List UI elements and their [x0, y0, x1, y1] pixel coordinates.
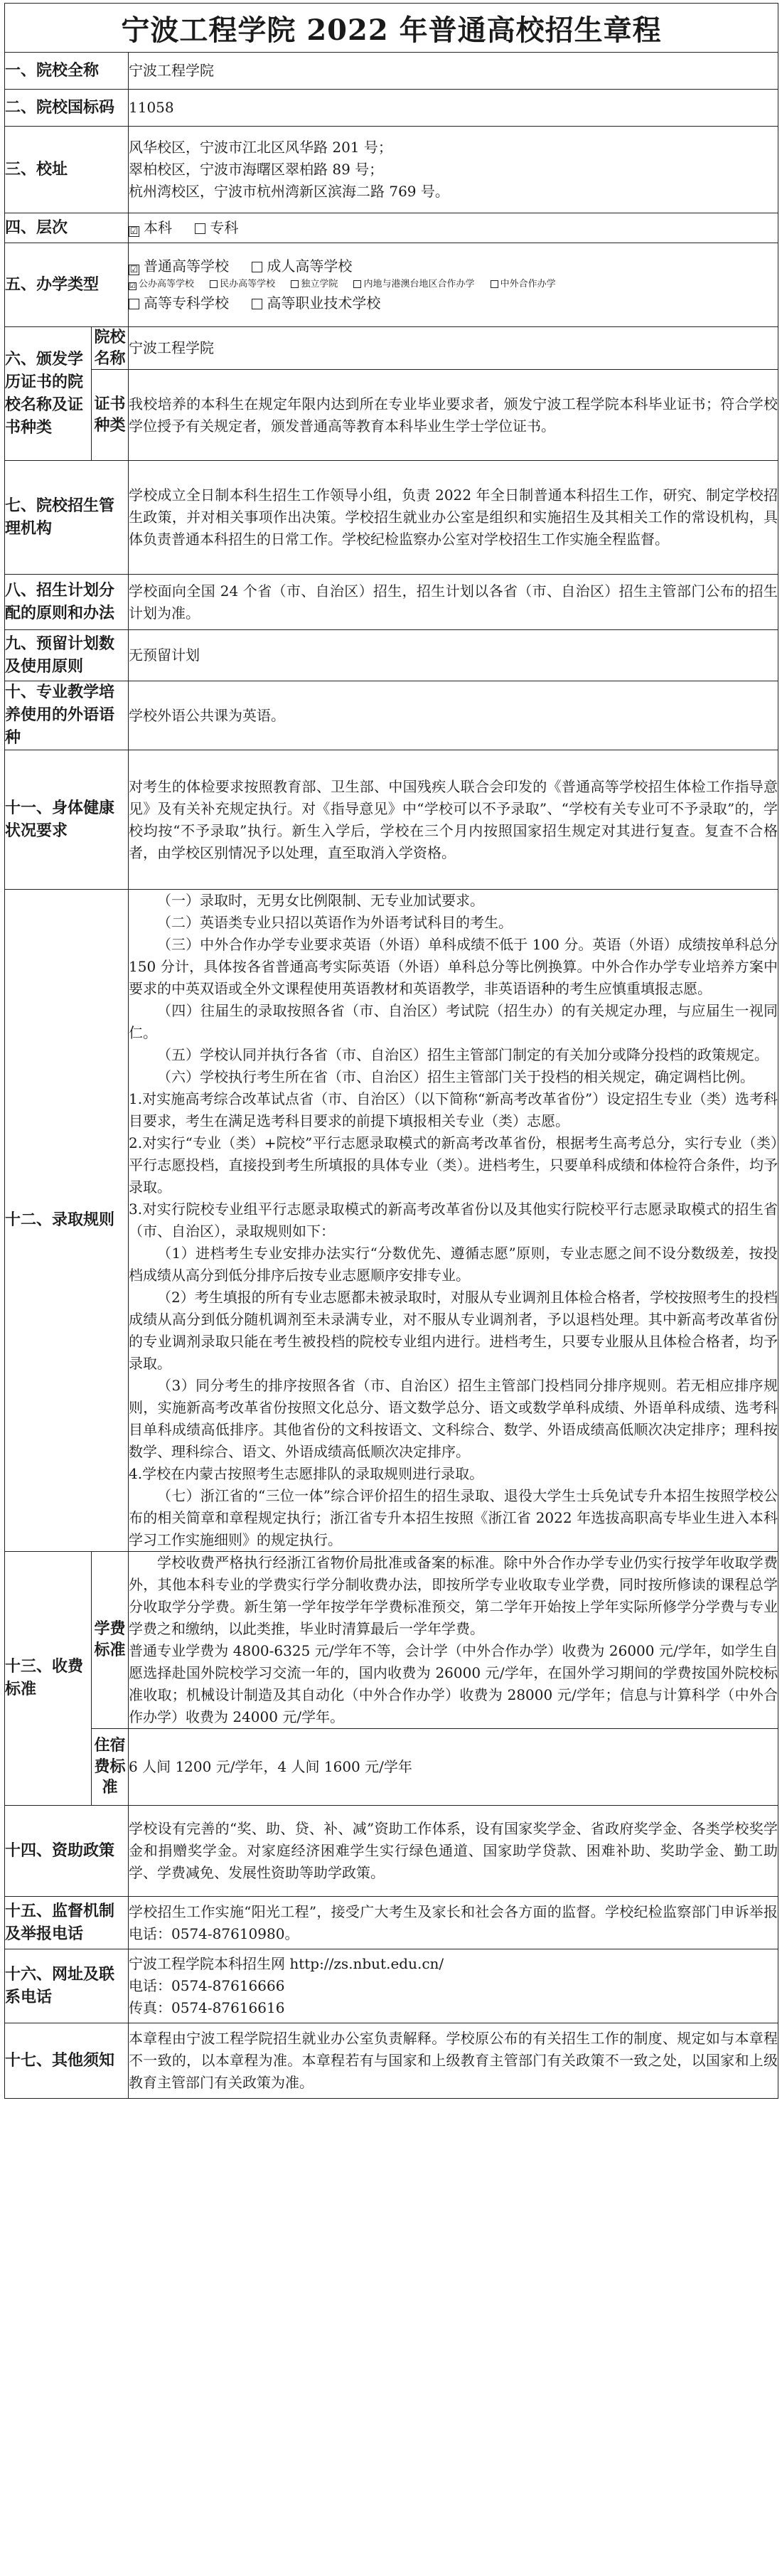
row-school-code — [5, 90, 778, 127]
row-foreign-language — [5, 681, 778, 750]
checkbox-icon — [491, 280, 498, 288]
rule-paragraph: （二）英语类专业只招以英语作为外语考试科目的考生。 — [157, 914, 513, 932]
campus-line: 风华校区，宁波市江北区风华路 201 号； — [129, 139, 392, 156]
row-value: 学校面向全国 24 个省（市、自治区）招生，招生计划以各省（市、自治区）招生主管部门公布的招生计划为准。 — [129, 575, 778, 630]
rule-paragraph: 2.对实行“专业（类）+院校”平行志愿录取模式的新高考改革省份，根据考生高考总分，实行专业（类）平行志愿投档，直接投到考生所填报的具体专业（类）。进档考生，只要单科成绩和体检符合条件，均予录取。 — [129, 1134, 778, 1196]
checkbox-icon — [353, 280, 361, 288]
fee-paragraph: 普通专业学费为 4800-6325 元/学年不等，会计学（中外合作办学）收费为 26000 元/学年，如学生自愿选择赴国外院校学习交流一年的，国内收费为 26000 元/学年，在国外学习期间的学费按国外院校标准收取；机械设计制造及其自动化（中外合作办学）收费为 28000 元/学年；信息与计算科学（中外合作办学）收费为 24000 元/学年。 — [129, 1642, 778, 1726]
row-accommodation — [5, 1729, 778, 1806]
option-regular-college: ☑ 普通高等学校 — [129, 257, 229, 276]
row-label: 十三、收费标准 — [5, 1552, 92, 1806]
row-value: 我校培养的本科生在规定年限内达到所在专业毕业要求者，颁发宁波工程学院本科毕业证书；符合学校学位授予有关规定者，颁发普通高等教育本科毕业生学士学位证书。 — [129, 370, 778, 461]
row-reserved-plan — [5, 630, 778, 681]
rule-paragraph: 4.学校在内蒙古按照考生志愿排队的录取规则进行录取。 — [129, 1465, 484, 1483]
rule-paragraph: （2）考生填报的所有专业志愿都未被录取时，对服从专业调剂且体检合格者，学校按照考生的投档成绩从高分到低分随机调剂至未录满专业，对不服从专业调剂者，予以退档处理。其中新高考改革省份的专业调剂录取只能在考生被投档的院校专业组内进行。进档考生，只要专业服从且体检合格者，均予录取。 — [129, 1289, 778, 1373]
rule-paragraph: （三）中外合作办学专业要求英语（外语）单科成绩不低于 100 分。英语（外语）成绩按单科总分 150 分计，具体按各省普通高考实际英语（外语）单科总分等比例换算。中外合作办学专业培养方案中要求的中英双语或全外文课程使用英语教材和英语教学，非英语语种的考生应慎重填报志愿。 — [129, 936, 778, 998]
checkbox-icon — [195, 223, 205, 234]
sub-label: 证书种类 — [92, 370, 129, 461]
row-supervision — [5, 1897, 778, 1949]
row-plan-allocation — [5, 575, 778, 630]
row-label: 一、院校全称 — [5, 53, 129, 90]
sub-label: 院校名称 — [92, 327, 129, 370]
option-private: 民办高等学校 — [210, 277, 275, 292]
row-value — [129, 127, 778, 213]
row-value: 无预留计划 — [129, 630, 778, 681]
row-label: 十二、录取规则 — [5, 890, 129, 1552]
row-label: 十六、网址及联系电话 — [5, 1949, 129, 2023]
row-label: 三、校址 — [5, 127, 129, 213]
option-junior-college: 专科 — [195, 217, 238, 239]
row-admission-rules — [5, 890, 778, 1552]
rule-paragraph: （一）录取时，无男女比例限制、无专业加试要求。 — [157, 892, 484, 910]
row-school-type — [5, 243, 778, 327]
row-certificate-school — [5, 327, 778, 370]
rule-paragraph: 1.对实施高考综合改革试点省（市、自治区）（以下简称“新高考改革省份”）设定招生专业（类）选考科目要求，考生在满足选考科目要求的前提下填报相关专业（类）志愿。 — [129, 1090, 778, 1130]
row-value — [129, 1949, 778, 2023]
charter-table — [4, 3, 778, 2099]
row-label: 十、专业教学培养使用的外语语种 — [5, 681, 129, 750]
campus-line: 翠柏校区，宁波市海曙区翠柏路 89 号； — [129, 161, 384, 178]
row-value — [129, 213, 778, 243]
fax-number: 传真：0574-87616616 — [129, 1999, 285, 2017]
rule-paragraph: （3）同分考生的排序按照各省（市、自治区）招生主管部门投档同分排序规则。若无相应排序规则，实施新高考改革省份按照文化总分、语文数学总分、语文或数学单科成绩、外语单科成绩、选考科目单科成绩高低排序。其他省份的文科按语文、文科综合、数学、外语成绩高低顺次决定排序；理科按数学、理科综合、语文、外语成绩高低顺次决定排序。 — [129, 1377, 778, 1461]
row-label: 十七、其他须知 — [5, 2023, 129, 2099]
checkbox-icon — [252, 262, 262, 272]
option-hk-macao-taiwan: 内地与港澳台地区合作办学 — [353, 277, 474, 292]
row-value: 本章程由宁波工程学院招生就业办公室负责解释。学校原公布的有关招生工作的制度、规定如与本章程不一致的，以本章程为准。本章程若有与国家和上级教育主管部门有关政策不一致之处，以国家和上级教育主管部门有关政策为准。 — [129, 2023, 778, 2099]
row-level — [5, 213, 778, 243]
rule-paragraph: （五）学校认同并执行各省（市、自治区）招生主管部门制定的有关加分或降分投档的政策规定。 — [157, 1046, 768, 1064]
title-row — [5, 4, 778, 53]
row-value: 对考生的体检要求按照教育部、卫生部、中国残疾人联合会印发的《普通高等学校招生体检工作指导意见》及有关补充规定执行。对《指导意见》中“学校可以不予录取”、“学校有关专业可不予录取”的，学校均按“不予录取”执行。新生入学后，学校在三个月内按照国家招生规定对其进行复查。复查不合格者，由学校区别情况予以处理，直至取消入学资格。 — [129, 750, 778, 890]
row-admission-office — [5, 461, 778, 575]
row-value: 学校成立全日制本科生招生工作领导小组，负责 2022 年全日制普通本科招生工作，研究、制定学校招生政策，并对相关事项作出决策。学校招生就业办公室是组织和实施招生及其相关工作的常设机构，具体负责普通本科招生的日常工作。学校纪检监察办公室对学校招生工作实施全程监督。 — [129, 461, 778, 575]
row-contact — [5, 1949, 778, 2023]
row-label: 四、层次 — [5, 213, 129, 243]
option-sino-foreign: 中外合作办学 — [491, 277, 556, 292]
checkbox-icon — [252, 299, 262, 309]
checkbox-checked-icon: ☑ — [129, 226, 139, 237]
row-value: 11058 — [129, 90, 778, 127]
sub-label: 学费标准 — [92, 1552, 129, 1729]
checkbox-checked-icon: ☑ — [129, 265, 139, 276]
row-label: 六、颁发学历证书的院校名称及证书种类 — [5, 327, 92, 461]
rule-paragraph: （1）进档考生专业安排办法实行“分数优先、遵循志愿”原则，专业志愿之间不设分数级差，按投档成绩从高分到低分排序后按专业志愿顺序安排专业。 — [129, 1245, 778, 1284]
row-value: 学校招生工作实施“阳光工程”，接受广大考生及家长和社会各方面的监督。学校纪检监察部门申诉举报电话：0574-87610980。 — [129, 1897, 778, 1949]
option-public: ☑ 公办高等学校 — [129, 279, 195, 291]
option-adult-college: 成人高等学校 — [252, 255, 352, 277]
phone-number: 电话：0574-87616666 — [129, 1977, 285, 1995]
row-label: 十五、监督机制及举报电话 — [5, 1897, 129, 1949]
row-school-name — [5, 53, 778, 90]
sub-label: 住宿费标准 — [92, 1729, 129, 1806]
website-link[interactable]: 宁波工程学院本科招生网 http://zs.nbut.edu.cn/ — [129, 1955, 444, 1973]
row-other-notes — [5, 2023, 778, 2099]
charter-document — [4, 3, 778, 2099]
row-value — [129, 1552, 778, 1729]
row-financial-aid — [5, 1806, 778, 1897]
checkbox-icon — [129, 299, 139, 309]
row-value: 宁波工程学院 — [129, 53, 778, 90]
document-title: 宁波工程学院 2022 年普通高校招生章程 — [5, 4, 778, 53]
row-value: 学校设有完善的“奖、助、贷、补、减”资助工作体系，设有国家奖学金、省政府奖学金、各类学校奖学金和捐赠奖学金。对家庭经济困难学生实行绿色通道、国家助学贷款、困难补助、奖助学金、勤工助学、学费减免、发展性资助等助学政策。 — [129, 1806, 778, 1897]
checkbox-checked-icon: ☑ — [129, 282, 136, 291]
row-health-requirements — [5, 750, 778, 890]
campus-line: 杭州湾校区，宁波市杭州湾新区滨海二路 769 号。 — [129, 183, 449, 200]
rule-paragraph: 3.对实行院校专业组平行志愿录取模式的新高考改革省份以及其他实行院校平行志愿录取模式的招生省（市、自治区），录取规则如下： — [129, 1201, 778, 1240]
rule-paragraph: （六）学校执行考生所在省（市、自治区）招生主管部门关于投档的相关规定，确定调档比例。 — [157, 1068, 754, 1086]
checkbox-icon — [210, 280, 218, 288]
row-label: 七、院校招生管理机构 — [5, 461, 129, 575]
row-value — [129, 890, 778, 1552]
row-label: 二、院校国标码 — [5, 90, 129, 127]
option-undergraduate: ☑ 本科 — [129, 219, 172, 237]
row-value: 宁波工程学院 — [129, 327, 778, 370]
row-label: 八、招生计划分配的原则和办法 — [5, 575, 129, 630]
option-independent: 独立学院 — [291, 277, 338, 292]
row-value: 6 人间 1200 元/学年，4 人间 1600 元/学年 — [129, 1729, 778, 1806]
row-tuition — [5, 1552, 778, 1729]
row-label: 九、预留计划数及使用原则 — [5, 630, 129, 681]
fee-paragraph: 学校收费严格执行经浙江省物价局批准或备案的标准。除中外合作办学专业仍实行按学年收取学费外，其他本科专业的学费实行学分制收费办法，即按所学专业收取专业学费，同时按所修读的课程总学分收取学分学费。新生第一学年按学年学费标准预交，第二学年开始按上学年实际所修学分学费与专业学费之和缴纳，以此类推，毕业时清算最后一学年学费。 — [129, 1554, 778, 1638]
option-technical-school: 高等职业技术学校 — [252, 292, 380, 314]
checkbox-icon — [291, 280, 299, 288]
option-vocational-college: 高等专科学校 — [129, 292, 229, 314]
row-label: 十一、身体健康状况要求 — [5, 750, 129, 890]
rule-paragraph: （四）往届生的录取按照各省（市、自治区）考试院（招生办）的有关规定办理，与应届生一视同仁。 — [129, 1002, 778, 1042]
row-value — [129, 243, 778, 327]
row-address — [5, 127, 778, 213]
rule-paragraph: （七）浙江省的“三位一体”综合评价招生的招生录取、退役大学生士兵免试专升本招生按照学校公布的相关简章和章程规定执行；浙江省专升本招生按照《浙江省 2022 年选拔高职高专毕业生进入本科学习工作实施细则》的规定执行。 — [129, 1487, 778, 1549]
row-value: 学校外语公共课为英语。 — [129, 681, 778, 750]
row-label: 十四、资助政策 — [5, 1806, 129, 1897]
row-label: 五、办学类型 — [5, 243, 129, 327]
row-certificate-type — [5, 370, 778, 461]
